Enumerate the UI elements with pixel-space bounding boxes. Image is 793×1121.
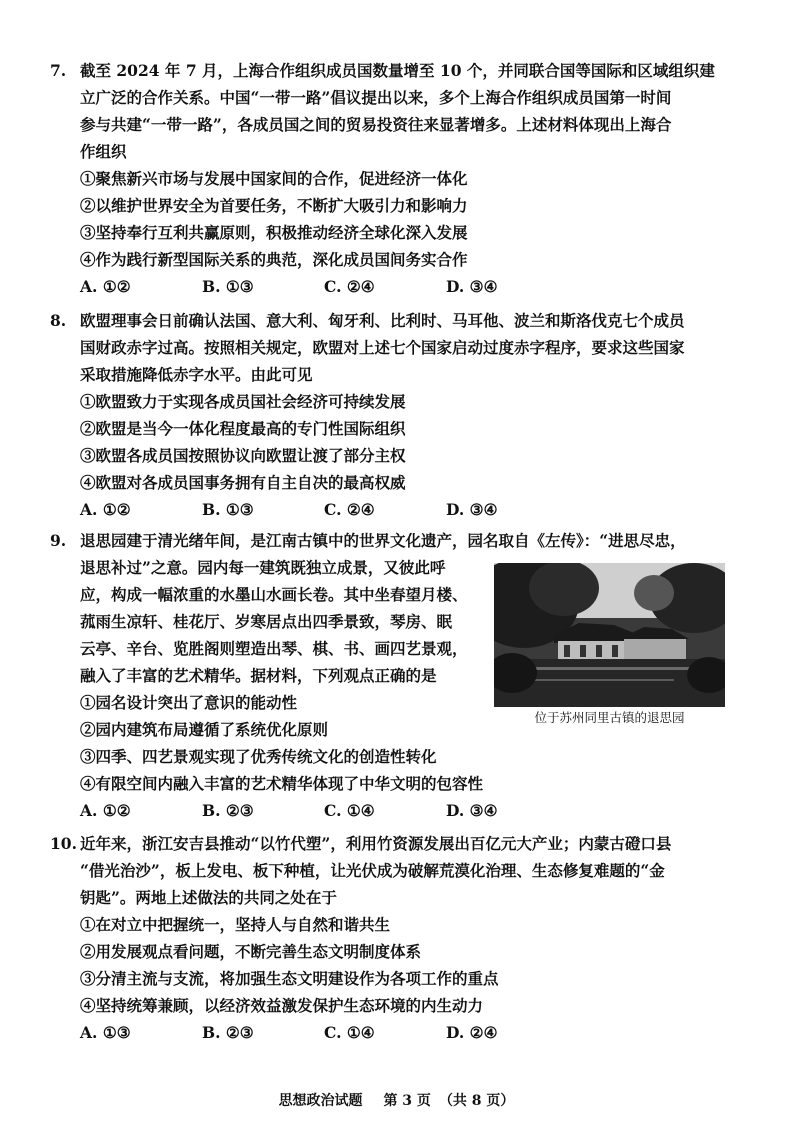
choice-d: D. ③④ [446, 801, 498, 820]
question-stem-line: 国财政赤字过高。按照相关规定，欧盟对上述七个国家启动过度赤字程序，要求这些国家 [80, 338, 685, 357]
question-stem-line: 欧盟理事会日前确认法国、意大利、匈牙利、比利时、马耳他、波兰和斯洛伐克七个成员 [80, 311, 685, 330]
footer-total-pages: （共 8 页） [438, 1093, 515, 1109]
footer-subject: 思想政治试题 [278, 1093, 363, 1109]
choice-b: B. ①③ [202, 500, 254, 519]
question-stem-line: 应，构成一幅浓重的水墨山水画长卷。其中坐春望月楼、 [80, 585, 468, 604]
question-8 [50, 307, 750, 523]
question-10 [50, 830, 750, 1046]
question-stem-line: “借光治沙”，板上发电、板下种植，让光伏成为破解荒漠化治理、生态修复难题的“金 [80, 861, 665, 880]
answer-choices [50, 797, 750, 824]
option-2: ②欧盟是当今一体化程度最高的专门性国际组织 [80, 419, 406, 438]
choice-c: C. ①④ [324, 1023, 375, 1042]
choice-d: D. ②④ [446, 1023, 498, 1042]
choice-a: A. ①② [80, 500, 131, 519]
option-4: ④欧盟对各成员国事务拥有自主自决的最高权威 [80, 473, 406, 492]
question-number: 8. [50, 311, 67, 330]
question-stem-line: 退思补过”之意。园内每一建筑既独立成景，又彼此呼 [80, 558, 446, 577]
garden-photo-illustration [494, 563, 725, 707]
question-stem-line: 钥匙”。两地上述做法的共同之处在于 [80, 888, 337, 907]
choice-d: D. ③④ [446, 277, 498, 296]
option-1: ①园名设计突出了意识的能动性 [80, 693, 298, 712]
question-stem-line: 采取措施降低赤字水平。由此可见 [80, 365, 313, 384]
choice-b: B. ②③ [202, 801, 254, 820]
question-stem-line: 参与共建“一带一路”，各成员国之间的贸易投资往来显著增多。上述材料体现出上海合 [80, 115, 672, 134]
question-stem-line: 融入了丰富的艺术精华。据材料，下列观点正确的是 [80, 666, 437, 685]
option-1: ①欧盟致力于实现各成员国社会经济可持续发展 [80, 392, 406, 411]
question-number: 9. [50, 531, 67, 550]
option-1: ①聚焦新兴市场与发展中国家间的合作，促进经济一体化 [80, 169, 468, 188]
answer-choices [50, 496, 750, 523]
question-stem-line: 近年来，浙江安吉县推动“以竹代塑”，利用竹资源发展出百亿元大产业；内蒙古磴口县 [80, 834, 672, 853]
choice-a: A. ①② [80, 277, 131, 296]
garden-photo [494, 563, 725, 707]
option-3: ③四季、四艺景观实现了优秀传统文化的创造性转化 [80, 747, 437, 766]
answer-choices [50, 273, 750, 300]
question-7 [50, 57, 750, 300]
question-stem-line: 菰雨生凉轩、桂花厅、岁寒居点出四季景致，琴房、眠 [80, 612, 453, 631]
option-2: ②以维护世界安全为首要任务，不断扩大吸引力和影响力 [80, 196, 468, 215]
choice-b: B. ①③ [202, 277, 254, 296]
choice-b: B. ②③ [202, 1023, 254, 1042]
option-4: ④作为践行新型国际关系的典范，深化成员国间务实合作 [80, 250, 468, 269]
photo-caption: 位于苏州同里古镇的退思园 [534, 710, 685, 725]
question-number: 10. [50, 834, 77, 853]
option-2: ②园内建筑布局遵循了系统优化原则 [80, 720, 329, 739]
option-4: ④坚持统筹兼顾，以经济效益激发保护生态环境的内生动力 [80, 996, 484, 1015]
footer-page-number: 第 3 页 [383, 1093, 431, 1109]
choice-c: C. ②④ [324, 500, 375, 519]
question-stem-line: 截至 2024 年 7 月，上海合作组织成员国数量增至 10 个，并同联合国等国际和区域组织建 [80, 61, 715, 80]
question-stem-line: 退思园建于清光绪年间，是江南古镇中的世界文化遗产，园名取自《左传》：“进思尽忠， [80, 531, 686, 550]
option-4: ④有限空间内融入丰富的艺术精华体现了中华文明的包容性 [80, 774, 484, 793]
option-3: ③分清主流与支流，将加强生态文明建设作为各项工作的重点 [80, 969, 499, 988]
question-stem-line: 云亭、辛台、览胜阁则塑造出琴、棋、书、画四艺景观， [80, 639, 468, 658]
choice-c: C. ②④ [324, 277, 375, 296]
choice-a: A. ①③ [80, 1023, 131, 1042]
option-1: ①在对立中把握统一，坚持人与自然和谐共生 [80, 915, 391, 934]
option-3: ③坚持奉行互利共赢原则，积极推动经济全球化深入发展 [80, 223, 468, 242]
choice-c: C. ①④ [324, 801, 375, 820]
question-stem-line: 作组织 [80, 142, 127, 161]
choice-a: A. ①② [80, 801, 131, 820]
option-3: ③欧盟各成员国按照协议向欧盟让渡了部分主权 [80, 446, 406, 465]
option-2: ②用发展观点看问题，不断完善生态文明制度体系 [80, 942, 422, 961]
page-footer [0, 1090, 793, 1110]
answer-choices [50, 1019, 750, 1046]
choice-d: D. ③④ [446, 500, 498, 519]
question-stem-line: 立广泛的合作关系。中国“一带一路”倡议提出以来，多个上海合作组织成员国第一时间 [80, 88, 672, 107]
question-number: 7. [50, 61, 67, 80]
